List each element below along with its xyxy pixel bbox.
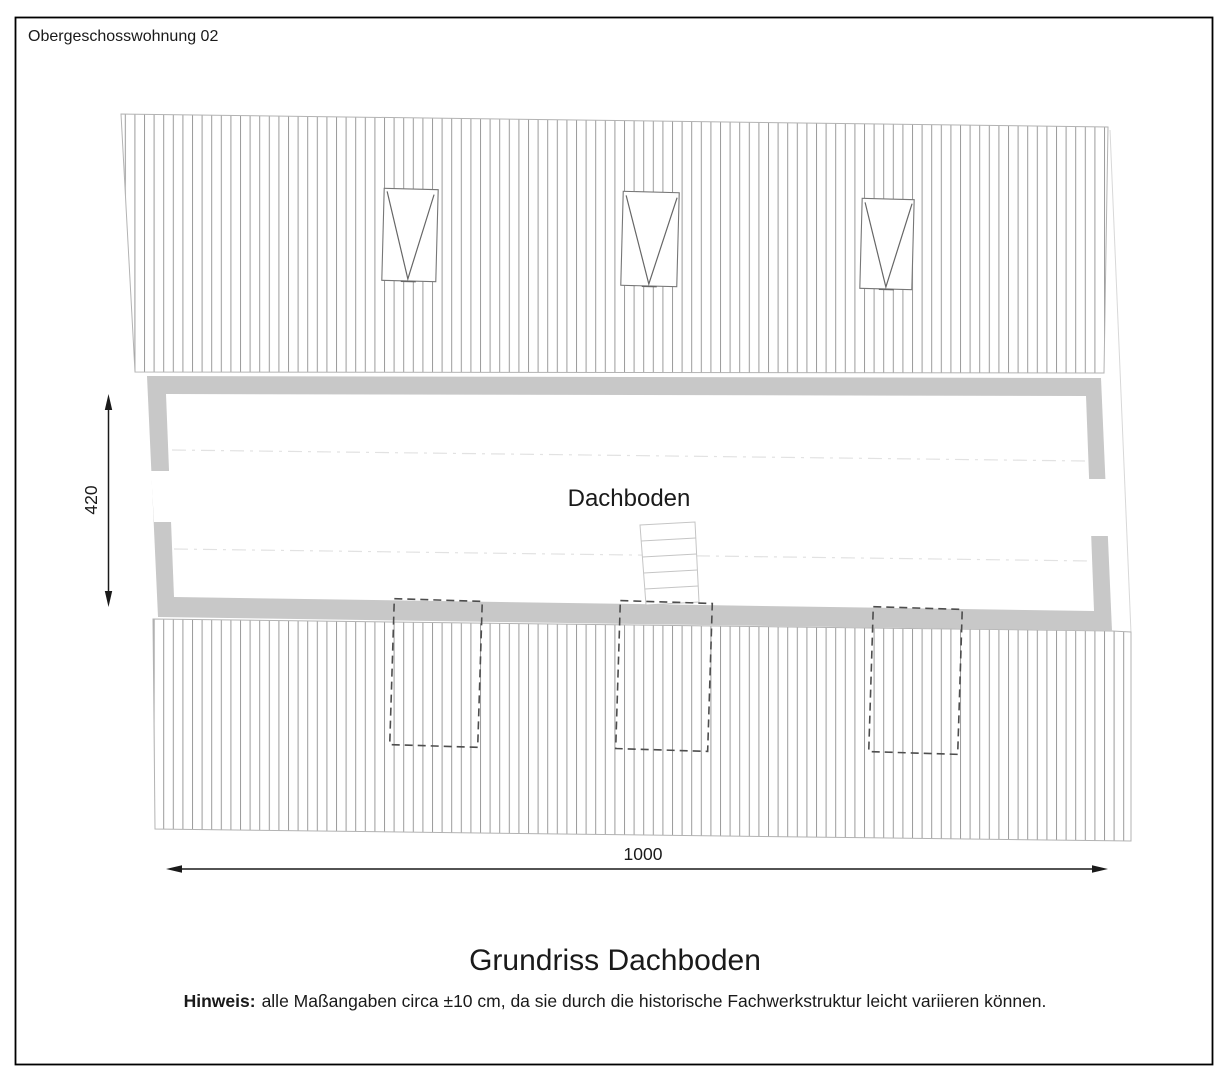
dimension-depth [81, 394, 112, 607]
skylight-3 [860, 198, 914, 290]
skylight-1 [382, 188, 438, 282]
lower-roof-hatch [153, 619, 1131, 841]
drawing-note-label: Hinweis: [183, 991, 256, 1011]
drawing-note-text: alle Maßangaben circa ±10 cm, da sie durch die historische Fachwerkstruktur leicht variieren können. [261, 991, 1047, 1011]
dimension-width-value: 1000 [623, 844, 663, 864]
attic-room [147, 376, 1112, 631]
stair-outline [640, 522, 699, 605]
arrowhead-down-icon [105, 591, 112, 607]
skylight-2 [621, 191, 679, 287]
staircase [640, 522, 699, 605]
drawing-label: Obergeschosswohnung 02 [28, 28, 219, 45]
roof-edge-line [1110, 130, 1131, 633]
window-opening-left [151, 471, 173, 522]
skylight-window [621, 191, 679, 286]
dimension-depth-value: 420 [81, 485, 101, 515]
upper-roof-hatch [121, 114, 1108, 373]
drawing-title: Grundriss Dachboden [469, 944, 761, 977]
arrowhead-right-icon [1092, 865, 1108, 873]
dimension-width [166, 844, 1108, 873]
room-label: Dachboden [567, 485, 691, 512]
arrowhead-up-icon [105, 394, 112, 410]
drawing-note [184, 991, 1047, 1011]
window-opening-right [1088, 479, 1109, 536]
arrowhead-left-icon [166, 865, 182, 873]
